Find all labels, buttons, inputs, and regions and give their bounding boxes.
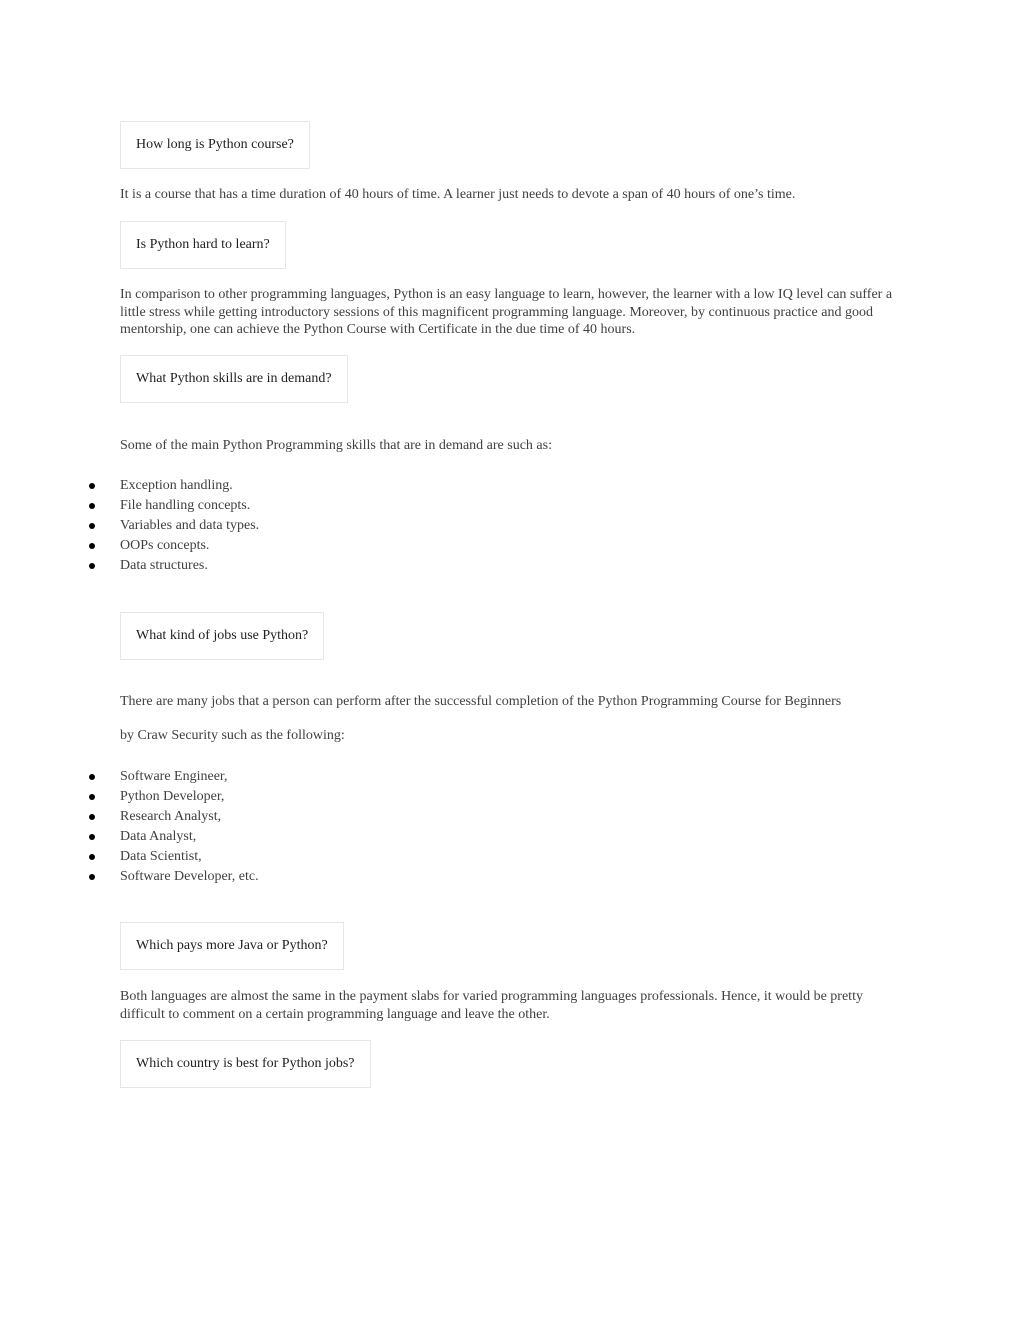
bullet-icon — [89, 854, 95, 860]
question-text: Which pays more Java or Python? — [136, 938, 328, 953]
faq-question-course-length — [120, 121, 310, 169]
bullet-icon — [89, 774, 95, 780]
faq-question-java-or-python — [120, 922, 344, 970]
bullet-icon — [89, 834, 95, 840]
list-item: Software Engineer, — [0, 767, 259, 787]
list-item: File handling concepts. — [0, 496, 259, 516]
list-item: Variables and data types. — [0, 516, 259, 536]
bullet-icon — [89, 483, 95, 489]
question-text: What Python skills are in demand? — [136, 371, 332, 386]
faq-question-hard-to-learn — [120, 221, 286, 269]
faq-question-jobs — [120, 612, 324, 660]
bullet-icon — [89, 503, 95, 509]
list-item: Data Scientist, — [0, 847, 259, 867]
list-item: OOPs concepts. — [0, 536, 259, 556]
bullet-icon — [89, 794, 95, 800]
bullet-icon — [89, 563, 95, 569]
faq-answer-skills-intro: Some of the main Python Programming skills that are in demand are such as: — [120, 438, 552, 453]
list-item: Software Developer, etc. — [0, 867, 259, 887]
bullet-icon — [89, 543, 95, 549]
faq-answer-jobs-intro-line1: There are many jobs that a person can perform after the successful completion of the Python Programming Course for Beginners — [120, 694, 842, 709]
faq-answer-java-or-python: Both languages are almost the same in the payment slabs for varied programming languages professionals. Hence, it would be pretty difficult to comment on a certain programming language and leave the other. — [120, 989, 863, 1022]
list-item: Research Analyst, — [0, 807, 259, 827]
question-text: Which country is best for Python jobs? — [136, 1056, 355, 1071]
question-text: How long is Python course? — [136, 137, 294, 152]
faq-answer-course-length: It is a course that has a time duration of 40 hours of time. A learner just needs to devote a span of 40 hours of one’s time. — [120, 187, 796, 202]
list-item: Python Developer, — [0, 787, 259, 807]
jobs-list — [0, 767, 259, 887]
faq-question-skills-in-demand — [120, 355, 348, 403]
faq-question-best-country — [120, 1040, 371, 1088]
faq-answer-hard-to-learn: In comparison to other programming languages, Python is an easy language to learn, however, the learner with a low IQ level can suffer a little stress while getting introductory sessions of this magnificent programming language. Moreover, by continuous practice and good mentorship, one can achieve the Python Course with Certificate in the due time of 40 hours. — [120, 287, 893, 337]
bullet-icon — [89, 874, 95, 880]
faq-answer-jobs-intro-line2: by Craw Security such as the following: — [120, 728, 345, 743]
list-item: Data structures. — [0, 556, 259, 576]
question-text: What kind of jobs use Python? — [136, 628, 309, 643]
bullet-icon — [89, 814, 95, 820]
question-text: Is Python hard to learn? — [136, 237, 270, 252]
skills-list — [0, 476, 259, 576]
list-item: Data Analyst, — [0, 827, 259, 847]
bullet-icon — [89, 523, 95, 529]
list-item: Exception handling. — [0, 476, 259, 496]
